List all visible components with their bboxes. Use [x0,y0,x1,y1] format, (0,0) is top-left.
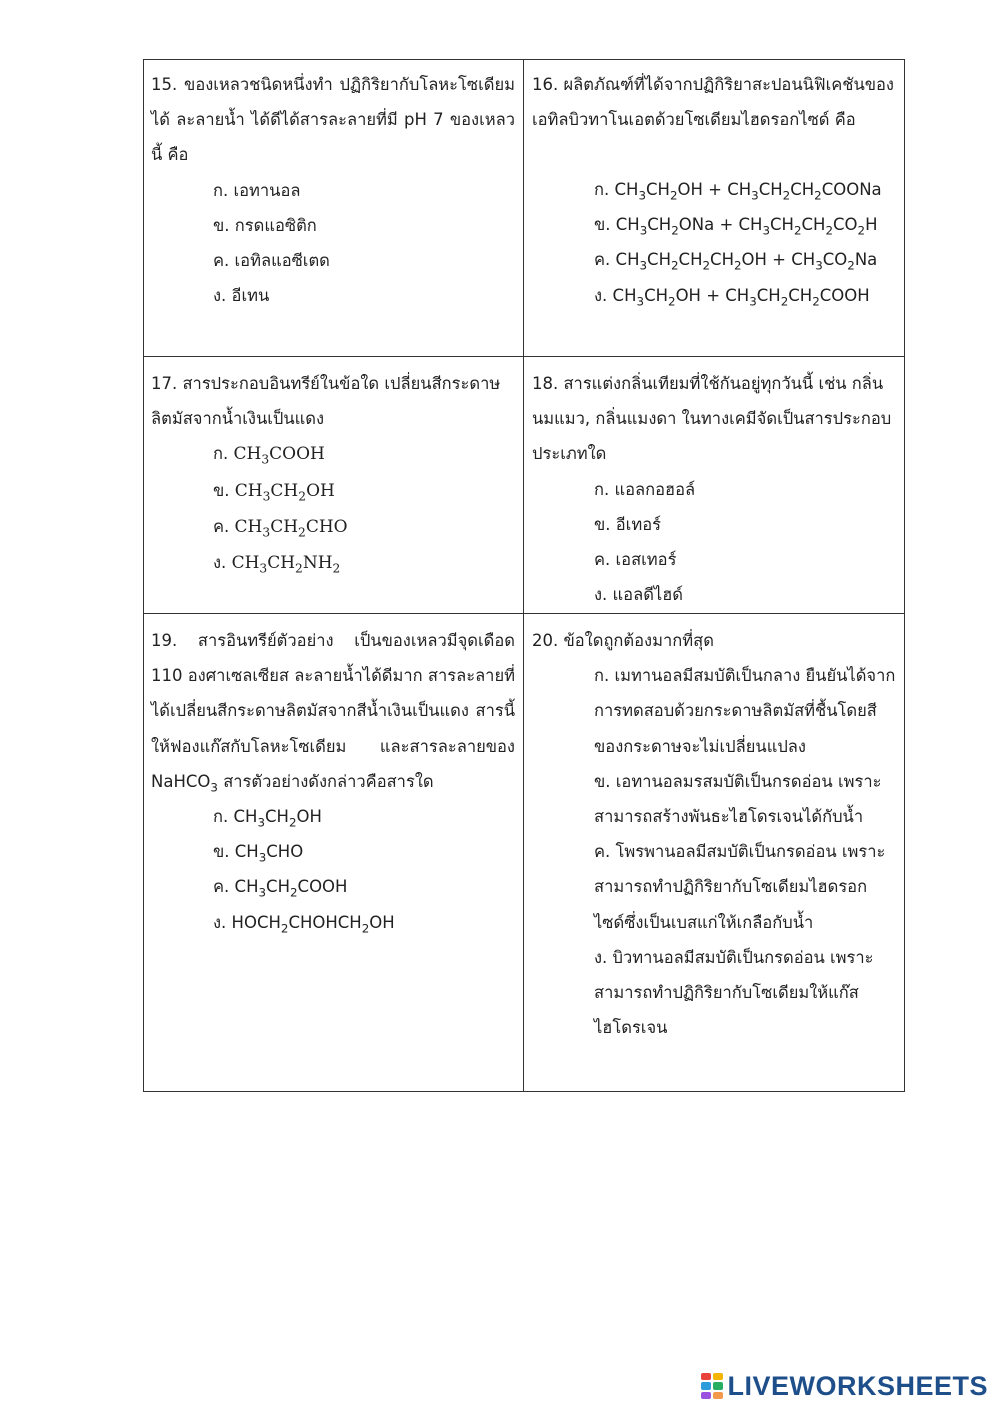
q19-option-b-label: ข. [213,842,230,862]
q16-option-b: ข. $CH_3CH_2ONa + CH_3CH_2CH_2CO_2H$ [594,215,878,238]
q17-option-c: ค. $CH_3CH_2CHO$ [213,516,348,540]
liveworksheets-logo [701,1368,988,1404]
q20-option-b: ข. เอทานอลมรสมบัติเป็นกรดอ่อน เพราะสามารถสร้างพันธะไฮโดรเจนได้กับน้ำ [594,771,882,827]
q18-option-d: ง. แอลดีไฮด์ [594,585,684,605]
q18-option-b: ข. อีเทอร์ [594,514,661,534]
q18-option-a: ก. แอลกอฮอล์ [594,479,696,499]
row-divider-2 [143,613,905,614]
q16-option-c-label: ค. [594,250,611,270]
q20-option-c: ค. โพรพานอลมีสมบัติเป็นกรดอ่อน เพราะสามารถทำปฏิกิริยากับโซเดียมไฮดรอกไซด์ซึ่งเป็นเบสแก่ให้เกลือกับน้ำ [594,842,886,932]
q17-option-b: ข. $CH_3CH_2OH$ [213,480,335,503]
q16-option-d: ง. $CH_3CH_2OH$ + $CH_3CH_2CH_2COOH$ [594,285,870,308]
q16-option-a: ก. $CH_3CH_2OH$ + $CH_3CH_2CH_2COONa$ [594,180,882,203]
q17-option-d: ง. $CH_3CH_2NH_2$ [213,553,341,576]
question-18-stem: 18. สารแต่งกลิ่นเทียมที่ใช้กันอยู่ทุกวันนี้ เช่น กลิ่นนมแมว, กลิ่นแมงดา ในทางเคมีจัดเป็นสารประกอบประเภทใด [532,374,892,464]
q19-option-c: ค. $CH_3CH_2COOH$ [213,877,348,900]
q19-option-b: ข. $CH_3CHO$ [213,842,304,865]
q19-option-c-label: ค. [213,877,230,897]
q16-option-a-label: ก. [594,180,610,199]
q19-option-d: ง. $HOCH_2CHOHCH_2OH$ [213,912,395,935]
q15-option-c: ค. เอทิลแอซีเตด [213,251,330,271]
question-19 [143,623,523,940]
q17-option-b-label: ข. [213,480,230,500]
q17-option-a-label: ก. [213,444,229,464]
q17-option-a: ก. $CH_3COOH$ [213,444,325,467]
q15-option-a: ก. เอทานอล [213,180,301,200]
q19-option-a-label: ก. [213,807,229,827]
question-19-stem-part1: 19. สารอินทรีย์ตัวอย่าง เป็นของเหลวมีจุดเดือด 110 องศาเซลเซียส ละลายน้ำได้ดีมาก สารละลายที่ได้เปลี่ยนสีกระดาษลิตมัสจากสีน้ำเงินเป็นแดง สารนี้ให้ฟองแก๊สกับโลหะโซเดียม และสารละลายของ [151,631,515,756]
liveworksheets-logo-text: LIVEWORKSHEETS [727,1370,988,1401]
question-18 [524,366,905,612]
q16-option-b-label: ข. [594,215,611,235]
question-19-stem-part2: สารตัวอย่างดังกล่าวคือสารใด [223,771,434,791]
question-15-stem: 15. ของเหลวชนิดหนึ่งทำ ปฏิกิริยากับโลหะโซเดียมได้ ละลายน้ำ ได้ดีได้สารละลายที่มี pH 7 ของเหลวนี้ คือ [151,75,515,165]
q17-option-c-label: ค. [213,516,230,536]
q15-option-b: ข. กรดแอซิติก [213,215,317,235]
question-20 [524,623,905,1045]
q16-option-c: ค. $CH_3CH_2CH_2CH_2OH + CH_3CO_2Na$ [594,250,878,273]
q18-option-c: ค. เอสเทอร์ [594,550,677,570]
q19-option-a: ก. $CH_3CH_2OH$ [213,807,322,830]
q15-option-d: ง. อีเทน [213,286,270,306]
question-15 [143,67,523,313]
q20-option-a: ก. เมทานอลมีสมบัติเป็นกลาง ยืนยันได้จากการทดสอบด้วยกระดาษลิตมัสที่ชื้นโดยสีของกระดาษจะไม่เปลี่ยนแปลง [594,666,896,756]
q16-option-d-label: ง. [594,285,608,305]
question-16-stem: 16. ผลิตภัณฑ์ที่ได้จากปฏิกิริยาสะปอนนิฟิเคชันของเอทิลบิวทาโนเอตด้วยโซเดียมไฮดรอกไซด์ คือ [532,75,894,130]
question-20-stem: 20. ข้อใดถูกต้องมากที่สุด [532,631,714,650]
row-divider-1 [143,356,905,357]
question-16 [524,67,905,313]
question-17 [143,366,523,581]
question-17-stem: 17. สารประกอบอินทรีย์ในข้อใด เปลี่ยนสีกระดาษลิตมัสจากน้ำเงินเป็นแดง [151,374,501,429]
q20-option-d: ง. บิวทานอลมีสมบัติเป็นกรดอ่อน เพราะสามารถทำปฏิกิริยากับโซเดียมให้แก๊สไฮโดรเจน [594,947,874,1038]
liveworksheets-logo-icon [701,1373,723,1399]
q19-option-d-label: ง. [213,912,227,932]
question-19-stem: 19. สารอินทรีย์ตัวอย่าง เป็นของเหลวมีจุดเดือด 110 องศาเซลเซียส ละลายน้ำได้ดีมาก สารละลายที่ได้เปลี่ยนสีกระดาษลิตมัสจากสีน้ำเงินเป็นแดง สารนี้ให้ฟองแก๊สกับโลหะโซเดียม และสารละลายของ NaHCO$_3$ สารตัวอย่างดังกล่าวคือสารใด [151,631,515,795]
q17-option-d-label: ง. [213,553,227,573]
